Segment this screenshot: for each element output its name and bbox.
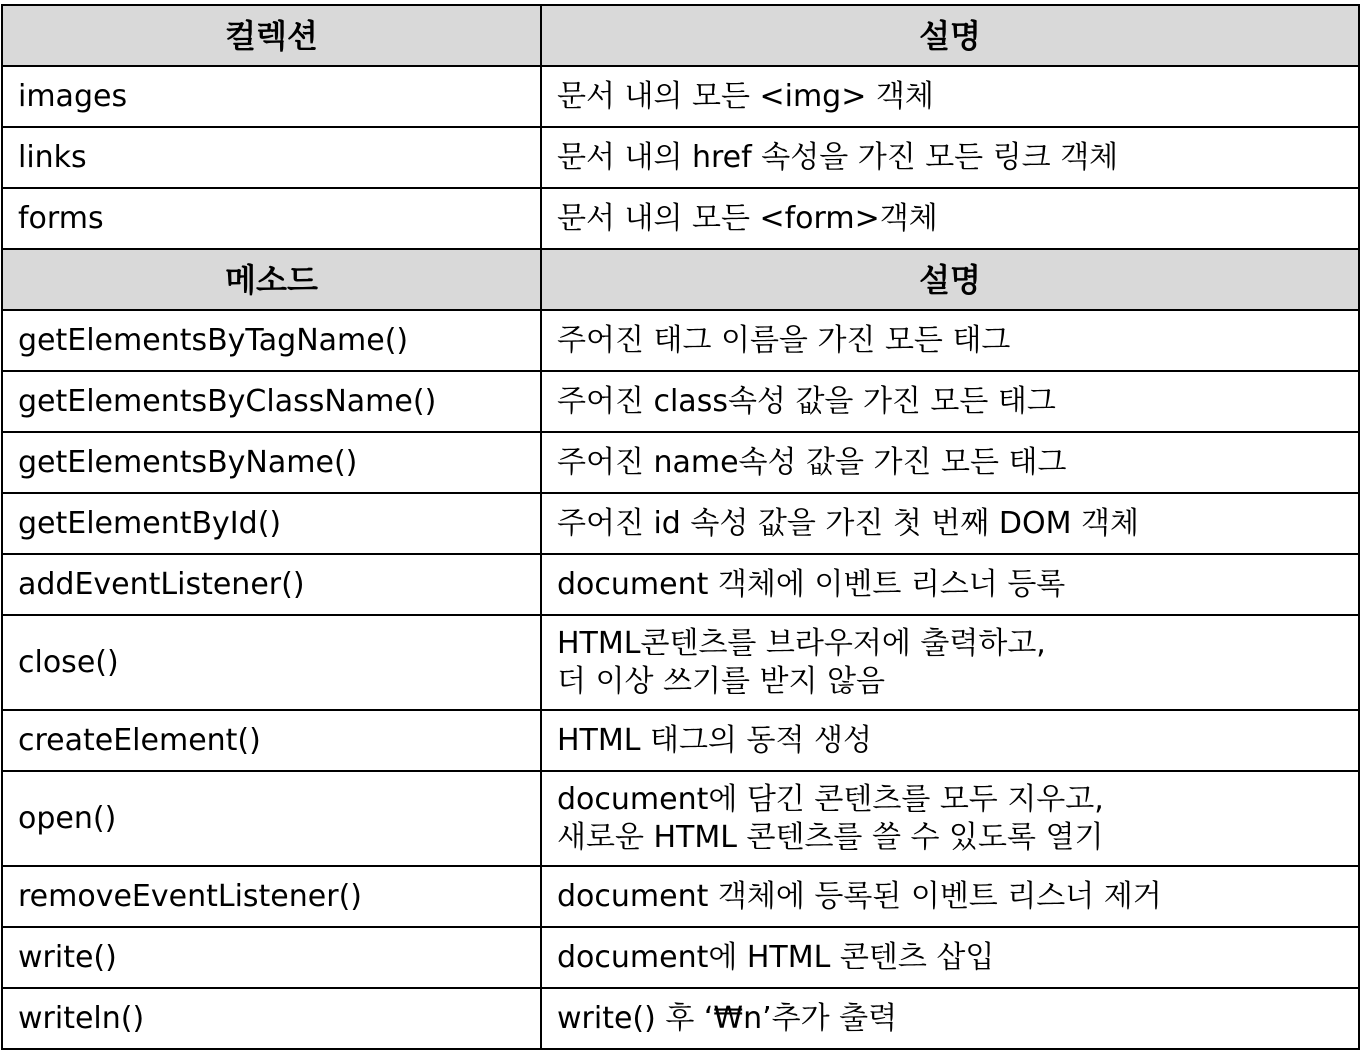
description-line: 주어진 name속성 값을 가진 모든 태그 — [557, 444, 1067, 480]
description-line: 문서 내의 href 속성을 가진 모든 링크 객체 — [557, 139, 1119, 175]
table-row — [2, 127, 1359, 188]
description-cell — [541, 710, 1359, 771]
description-cell — [541, 188, 1359, 249]
description-line: document 객체에 이벤트 리스너 등록 — [557, 566, 1066, 602]
description-cell — [541, 866, 1359, 927]
table-row — [2, 432, 1359, 493]
method-name-cell: addEventListener() — [2, 554, 541, 615]
table-body — [2, 5, 1359, 1049]
description-cell — [541, 127, 1359, 188]
description-cell — [541, 66, 1359, 127]
collection-name-cell: images — [2, 66, 541, 127]
description-cell — [541, 432, 1359, 493]
table-row — [2, 771, 1359, 866]
table-row — [2, 554, 1359, 615]
description-cell — [541, 771, 1359, 866]
table-row — [2, 988, 1359, 1049]
method-header-desc: 설명 — [541, 249, 1359, 310]
method-name-cell: getElementsByName() — [2, 432, 541, 493]
description-line: document 객체에 등록된 이벤트 리스너 제거 — [557, 878, 1162, 914]
description-line: write() 후 ‘₩n’추가 출력 — [557, 1000, 898, 1036]
method-name-cell: getElementsByClassName() — [2, 371, 541, 432]
table-row — [2, 310, 1359, 371]
description-line: 더 이상 쓰기를 받지 않음 — [557, 663, 885, 699]
collection-header-name: 컬렉션 — [2, 5, 541, 66]
table-row — [2, 927, 1359, 988]
method-name-cell: write() — [2, 927, 541, 988]
description-line: document에 담긴 콘텐츠를 모두 지우고, — [557, 781, 1104, 817]
document-object-table — [1, 4, 1360, 1050]
method-name-cell: createElement() — [2, 710, 541, 771]
description-cell — [541, 615, 1359, 710]
method-name-cell: removeEventListener() — [2, 866, 541, 927]
description-line: 문서 내의 모든 <form>객체 — [557, 200, 938, 236]
table-row — [2, 866, 1359, 927]
description-cell — [541, 554, 1359, 615]
method-name-cell: open() — [2, 771, 541, 866]
method-name-cell: getElementById() — [2, 493, 541, 554]
method-name-cell: writeln() — [2, 988, 541, 1049]
table-row — [2, 66, 1359, 127]
description-cell — [541, 988, 1359, 1049]
collection-header-row — [2, 5, 1359, 66]
collection-name-cell: forms — [2, 188, 541, 249]
collection-header-desc: 설명 — [541, 5, 1359, 66]
description-line: 새로운 HTML 콘텐츠를 쓸 수 있도록 열기 — [557, 819, 1104, 855]
description-line: document에 HTML 콘텐츠 삽입 — [557, 939, 995, 975]
description-line: 문서 내의 모든 <img> 객체 — [557, 78, 934, 114]
description-line: HTML콘텐츠를 브라우저에 출력하고, — [557, 625, 1046, 661]
description-line: 주어진 class속성 값을 가진 모든 태그 — [557, 383, 1056, 419]
description-line: HTML 태그의 동적 생성 — [557, 722, 872, 758]
method-name-cell: getElementsByTagName() — [2, 310, 541, 371]
description-line: 주어진 id 속성 값을 가진 첫 번째 DOM 객체 — [557, 505, 1139, 541]
description-line: 주어진 태그 이름을 가진 모든 태그 — [557, 322, 1011, 358]
method-header-name: 메소드 — [2, 249, 541, 310]
method-header-row — [2, 249, 1359, 310]
table-row — [2, 615, 1359, 710]
method-name-cell: close() — [2, 615, 541, 710]
description-cell — [541, 371, 1359, 432]
table-row — [2, 371, 1359, 432]
table-row — [2, 188, 1359, 249]
description-cell — [541, 927, 1359, 988]
description-cell — [541, 493, 1359, 554]
collection-name-cell: links — [2, 127, 541, 188]
description-cell — [541, 310, 1359, 371]
table-row — [2, 493, 1359, 554]
table-row — [2, 710, 1359, 771]
